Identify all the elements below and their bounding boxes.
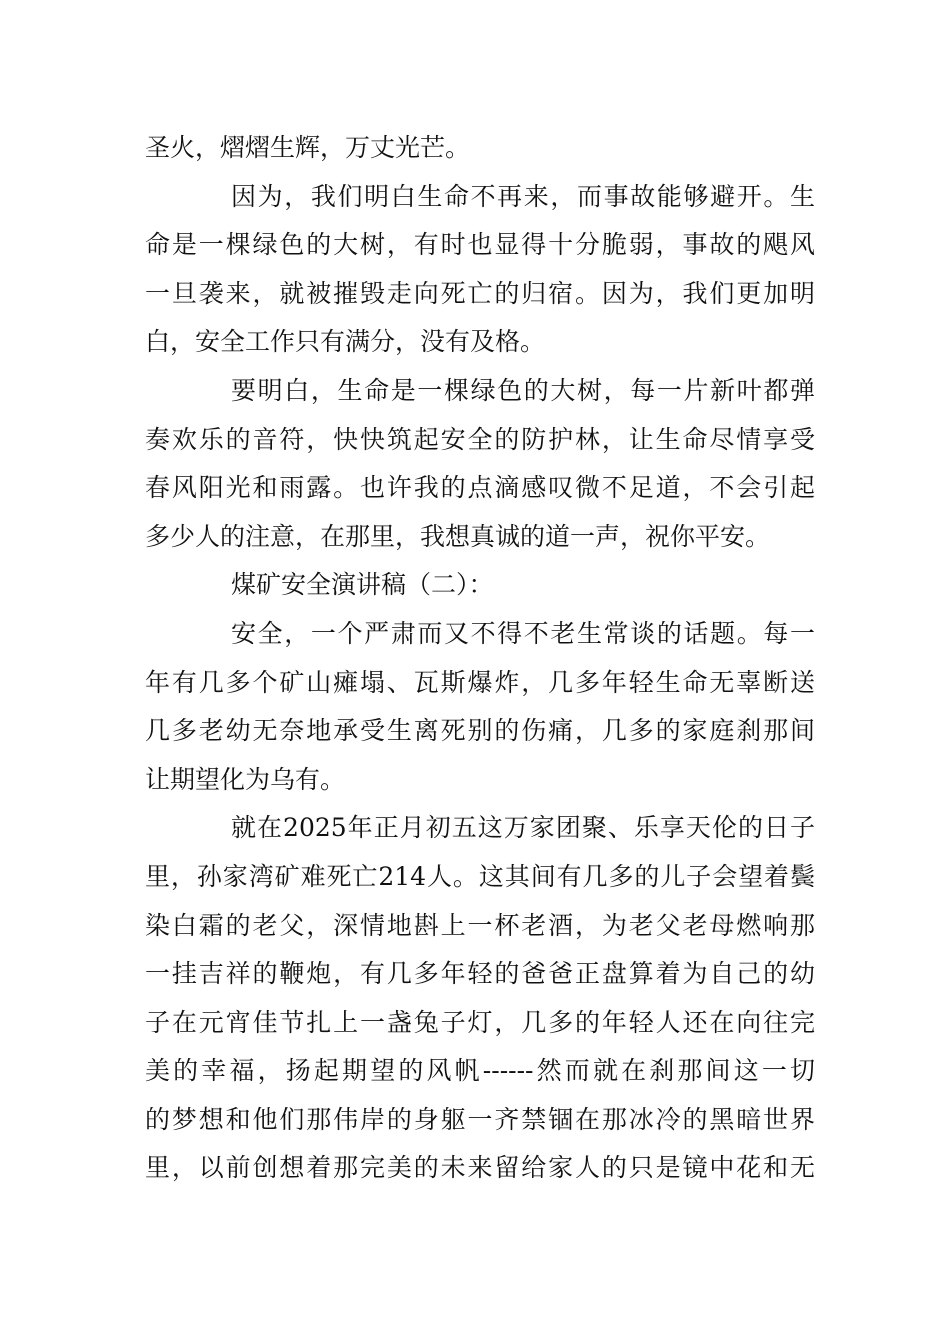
text-line-13: 几多老幼无奈地承受生离死别的伤痛，几多的家庭刹那间 [145, 716, 815, 746]
text-line-7: 奏欢乐的音符，快快筑起安全的防护林，让生命尽情享受 [145, 424, 815, 454]
text-line-21: 的梦想和他们那伟岸的身躯一齐禁锢在那冰冷的黑暗世界 [145, 1104, 815, 1134]
text-line-18: 一挂吉祥的鞭炮，有几多年轻的爸爸正盘算着为自己的幼 [145, 959, 815, 989]
text-line-8: 春风阳光和雨露。也许我的点滴感叹微不足道，不会引起 [145, 473, 815, 503]
text-line-3: 命是一棵绿色的大树，有时也显得十分脆弱，事故的飓风 [145, 230, 815, 260]
document-body [145, 124, 815, 1193]
text-line-12: 年有几多个矿山瘫塌、瓦斯爆炸，几多年轻生命无辜断送 [145, 667, 815, 697]
paragraph-line-11: 安全，一个严肃而又不得不老生常谈的话题。每一 [231, 618, 815, 648]
text-line-1: 圣火，熠熠生辉，万丈光芒。 [145, 133, 471, 162]
text-line-19: 子在元宵佳节扎上一盏兔子灯，几多的年轻人还在向往完 [145, 1007, 815, 1037]
section-heading: 煤矿安全演讲稿（二）： [231, 570, 494, 600]
paragraph-line-2: 因为，我们明白生命不再来，而事故能够避开。生 [231, 181, 815, 211]
text-line-5: 白，安全工作只有满分，没有及格。 [145, 327, 546, 357]
text-line-17: 染白霜的老父，深情地斟上一杯老酒，为老父老母燃响那 [145, 910, 815, 940]
text-line-14: 让期望化为乌有。 [145, 764, 346, 794]
text-line-16: 里，孙家湾矿难死亡214人。这其间有几多的儿子会望着鬓 [145, 861, 815, 891]
paragraph-line-15: 就在2025年正月初五这万家团聚、乐享天伦的日子 [231, 813, 815, 843]
text-line-9: 多少人的注意，在那里，我想真诚的道一声，祝你平安。 [145, 521, 771, 551]
text-line-20: 美的幸福，扬起期望的风帆------然而就在刹那间这一切 [145, 1056, 815, 1086]
text-line-4: 一旦袭来，就被摧毁走向死亡的归宿。因为，我们更加明 [145, 278, 815, 308]
text-line-22: 里，以前创想着那完美的未来留给家人的只是镜中花和无 [145, 1153, 815, 1183]
paragraph-line-6: 要明白，生命是一棵绿色的大树，每一片新叶都弹 [231, 375, 815, 405]
